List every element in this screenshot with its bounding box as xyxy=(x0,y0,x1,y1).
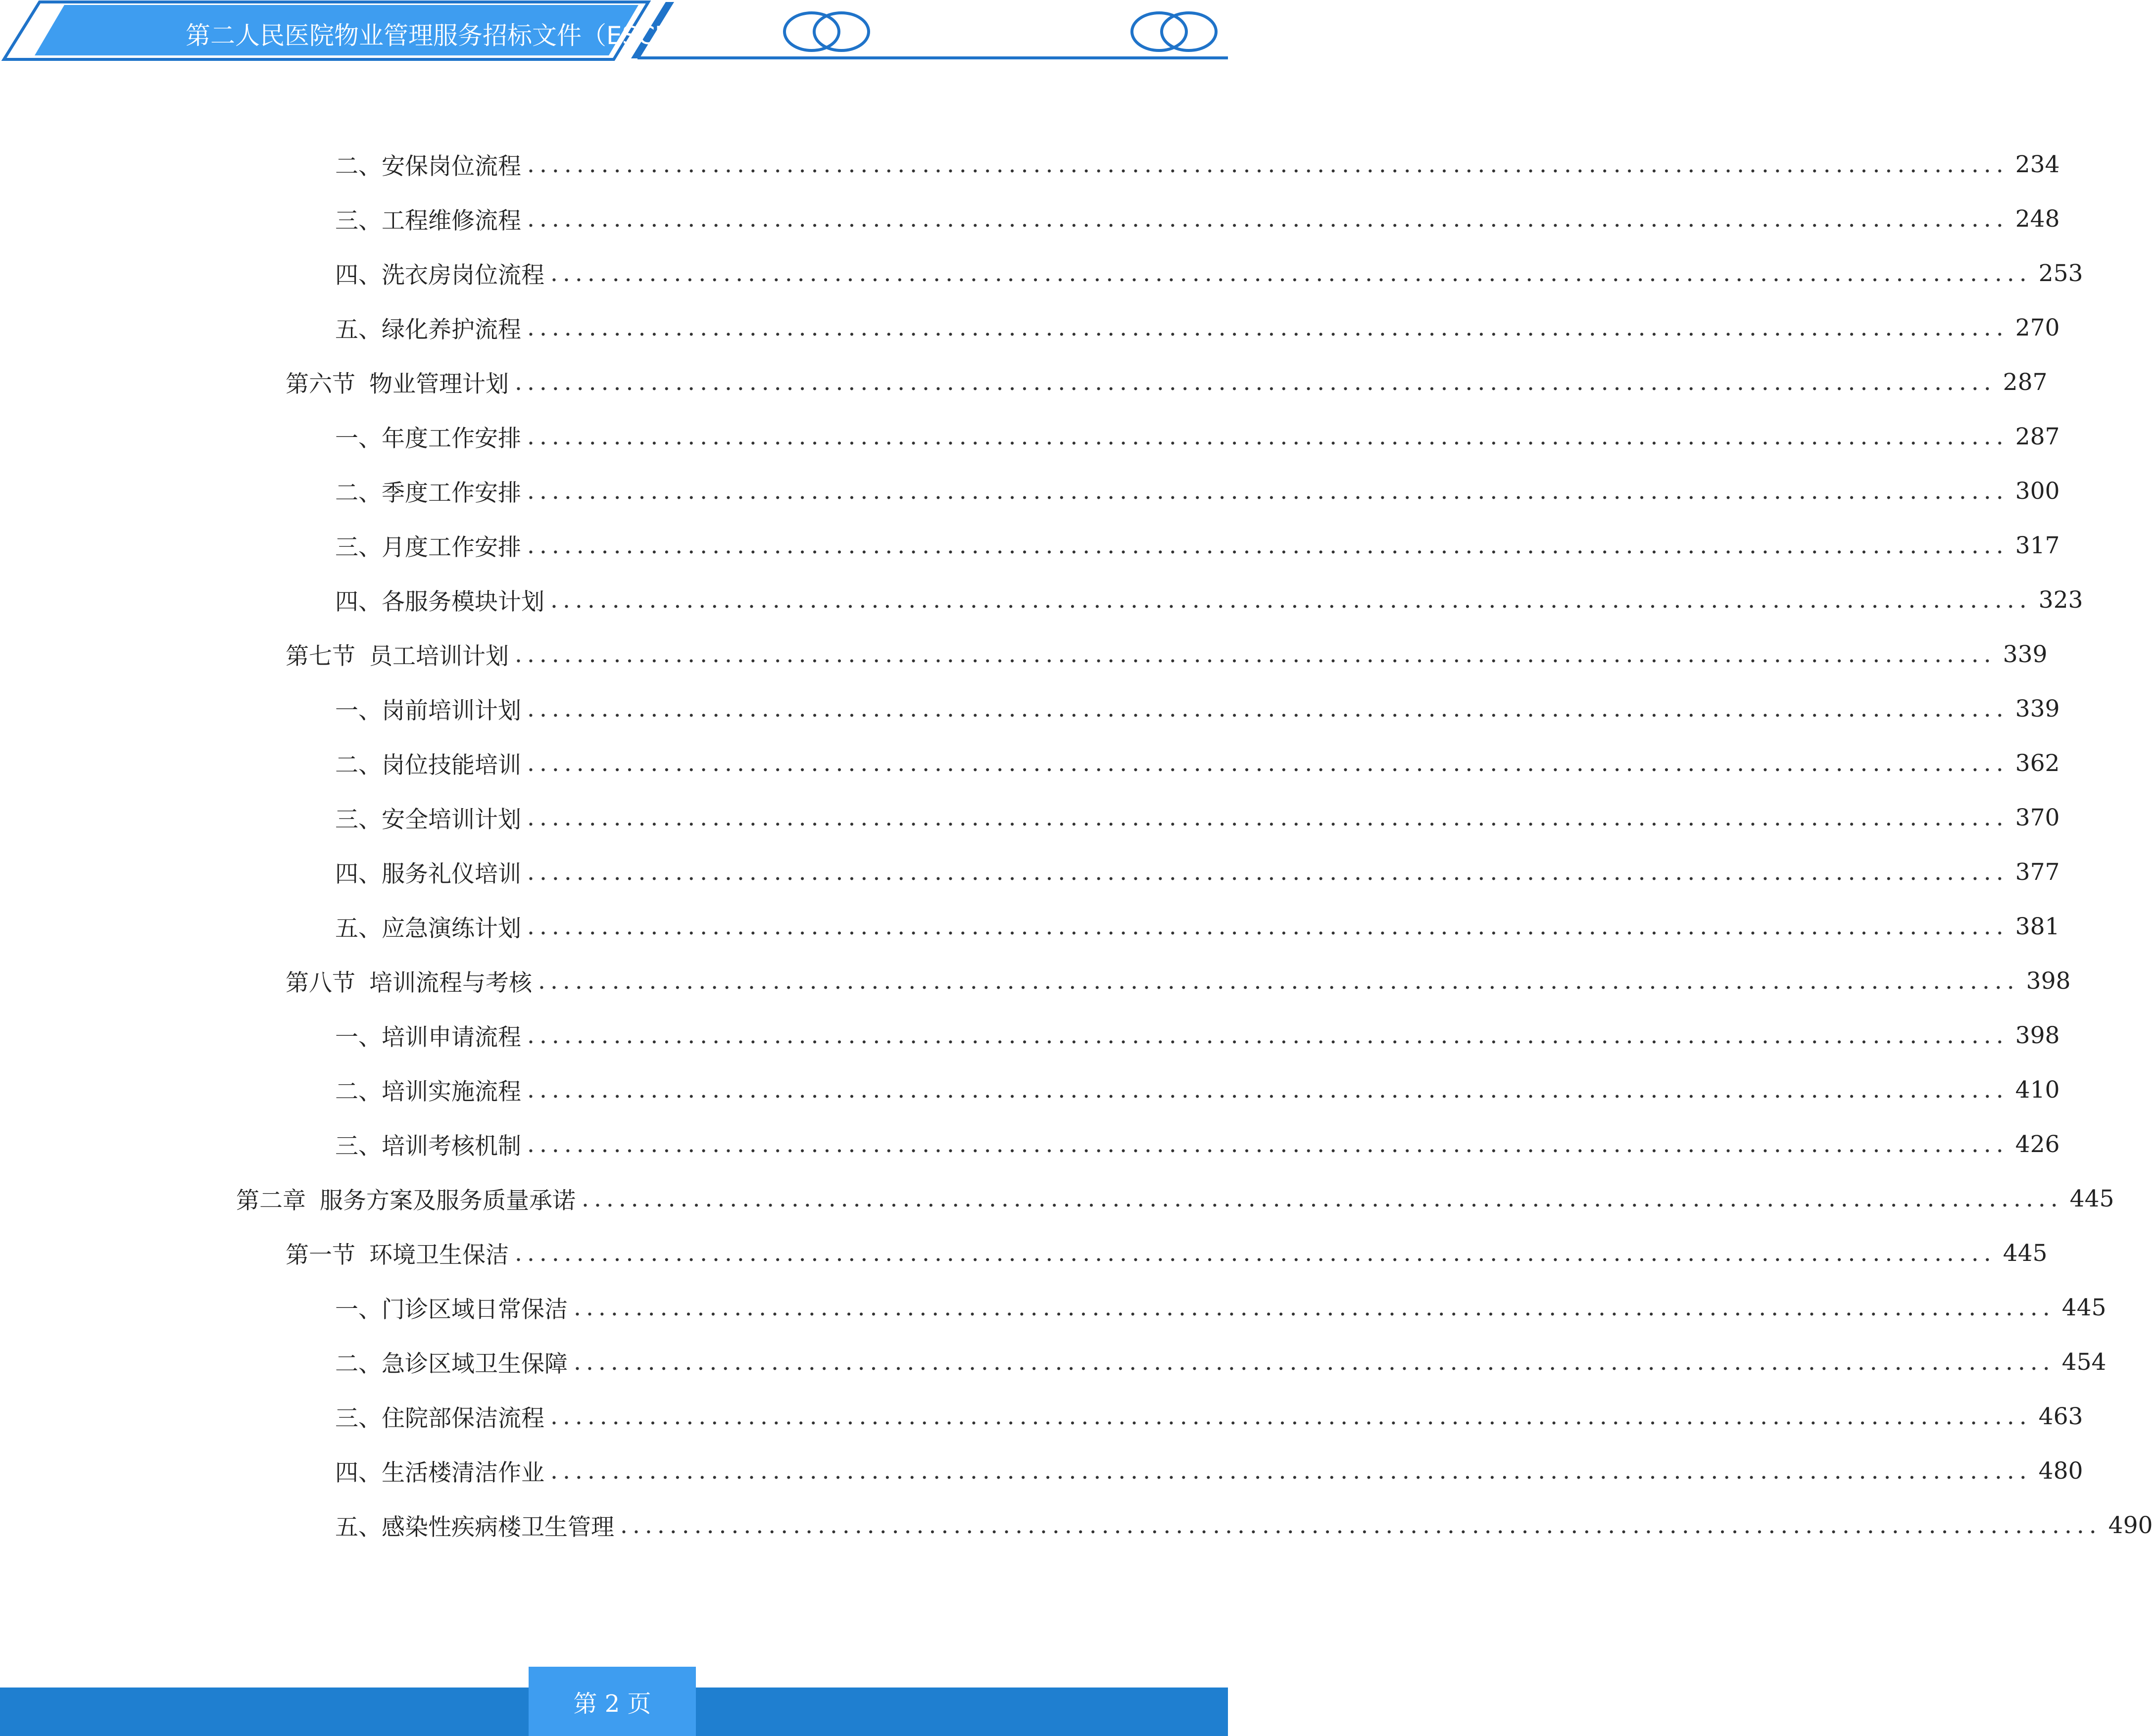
toc-dot-leader: ........................................................................................................................ xyxy=(515,1239,1996,1267)
toc-entry[interactable] xyxy=(335,1290,2106,1325)
toc-dot-leader: ........................................................................................................................ xyxy=(527,531,2008,559)
toc-entry-title: 环境卫生保洁 xyxy=(369,1241,509,1269)
toc-entry-number: 第八节 xyxy=(286,969,355,997)
toc-entry-page: 248 xyxy=(2015,205,2060,233)
page-number: 第 2 页 xyxy=(529,1667,696,1736)
toc-entry-page: 410 xyxy=(2015,1076,2060,1104)
toc-dot-leader: ........................................................................................................................ xyxy=(515,640,1996,668)
toc-dot-leader: ........................................................................................................................ xyxy=(515,368,1996,396)
toc-dot-leader: ........................................................................................................................ xyxy=(550,586,2032,614)
toc-entry-title: 培训申请流程 xyxy=(382,1023,521,1051)
toc-entry-title: 门诊区域日常保洁 xyxy=(382,1296,568,1323)
toc-entry-page: 454 xyxy=(2061,1348,2106,1376)
toc-dot-leader: ........................................................................................................................ xyxy=(527,749,2008,777)
toc-entry-title: 员工培训计划 xyxy=(369,642,509,670)
toc-entry-page: 381 xyxy=(2015,913,2060,940)
toc-entry[interactable] xyxy=(335,691,2060,726)
toc-entry[interactable] xyxy=(335,854,2060,890)
toc-entry-page: 287 xyxy=(2003,368,2048,396)
toc-entry-number: 一、 xyxy=(335,697,382,724)
toc-entry-page: 317 xyxy=(2015,531,2060,559)
toc-entry[interactable] xyxy=(236,1181,2114,1216)
toc-entry-number: 一、 xyxy=(335,1296,382,1323)
toc-entry-number: 第二章 xyxy=(236,1187,306,1214)
toc-entry-page: 323 xyxy=(2038,586,2083,614)
toc-entry-title: 安保岗位流程 xyxy=(382,152,521,180)
toc-entry-number: 三、 xyxy=(335,1132,382,1160)
toc-dot-leader: ........................................................................................................................ xyxy=(527,150,2008,178)
toc-entry-title: 培训实施流程 xyxy=(382,1078,521,1106)
toc-entry-page: 287 xyxy=(2015,423,2060,450)
toc-entry-number: 一、 xyxy=(335,425,382,452)
toc-entry-page: 362 xyxy=(2015,749,2060,777)
toc-entry-title: 季度工作安排 xyxy=(382,479,521,507)
toc-entry-number: 五、 xyxy=(335,915,382,942)
toc-dot-leader: ........................................................................................................................ xyxy=(527,804,2008,831)
toc-entry-page: 339 xyxy=(2015,695,2060,723)
toc-entry-page: 445 xyxy=(2061,1294,2106,1321)
toc-entry-page: 426 xyxy=(2015,1130,2060,1158)
toc-entry-page: 398 xyxy=(2026,967,2071,995)
toc-entry[interactable] xyxy=(335,745,2060,781)
toc-entry-title: 年度工作安排 xyxy=(382,425,521,452)
toc-entry[interactable] xyxy=(335,1126,2060,1162)
toc-dot-leader: ........................................................................................................................ xyxy=(574,1294,2055,1321)
toc-entry[interactable] xyxy=(286,1235,2048,1271)
toc-entry-number: 二、 xyxy=(335,1350,382,1378)
toc-entry-page: 490 xyxy=(2108,1511,2153,1539)
toc-entry-number: 第一节 xyxy=(286,1241,355,1269)
toc-entry[interactable] xyxy=(335,1398,2083,1434)
toc-entry-title: 住院部保洁流程 xyxy=(382,1404,544,1432)
toc-entry-title: 急诊区域卫生保障 xyxy=(382,1350,568,1378)
toc-entry-title: 安全培训计划 xyxy=(382,806,521,833)
toc-entry-page: 445 xyxy=(2003,1239,2048,1267)
toc-entry-page: 377 xyxy=(2015,858,2060,886)
toc-entry-page: 270 xyxy=(2015,314,2060,341)
toc-entry[interactable] xyxy=(335,310,2060,345)
toc-entry[interactable] xyxy=(335,1453,2083,1489)
toc-entry-title: 服务礼仪培训 xyxy=(382,860,521,888)
toc-entry-number: 五、 xyxy=(335,316,382,343)
toc-entry-page: 445 xyxy=(2069,1185,2114,1212)
toc-entry-number: 三、 xyxy=(335,207,382,235)
toc-entry[interactable] xyxy=(335,473,2060,509)
toc-entry[interactable] xyxy=(335,1507,2153,1543)
toc-entry-title: 岗前培训计划 xyxy=(382,697,521,724)
toc-dot-leader: ........................................................................................................................ xyxy=(550,1457,2032,1485)
toc-entry-number: 五、 xyxy=(335,1513,382,1541)
toc-entry[interactable] xyxy=(335,582,2083,618)
toc-entry-number: 二、 xyxy=(335,1078,382,1106)
toc-entry-number: 一、 xyxy=(335,1023,382,1051)
toc-dot-leader: ........................................................................................................................ xyxy=(527,695,2008,723)
page-header xyxy=(0,0,1228,64)
toc-entry[interactable] xyxy=(335,1072,2060,1108)
toc-entry[interactable] xyxy=(335,528,2060,563)
toc-dot-leader: ........................................................................................................................ xyxy=(550,1402,2032,1430)
toc-entry[interactable] xyxy=(335,419,2060,454)
toc-entry-title: 培训流程与考核 xyxy=(369,969,532,997)
toc-dot-leader: ........................................................................................................................ xyxy=(527,423,2008,450)
toc-entry-title: 服务方案及服务质量承诺 xyxy=(320,1187,576,1214)
toc-entry-title: 培训考核机制 xyxy=(382,1132,521,1160)
toc-entry[interactable] xyxy=(335,909,2060,944)
header-title: 第二人民医院物业管理服务招标文件（ESCU xyxy=(186,21,673,50)
logo-rings-middle xyxy=(784,13,869,50)
toc-entry-title: 岗位技能培训 xyxy=(382,751,521,779)
toc-entry-title: 生活楼清洁作业 xyxy=(382,1459,544,1487)
toc-entry-page: 463 xyxy=(2038,1402,2083,1430)
toc-entry[interactable] xyxy=(335,201,2060,237)
toc-entry-number: 第七节 xyxy=(286,642,355,670)
toc-entry-title: 工程维修流程 xyxy=(382,207,521,235)
toc-dot-leader: ........................................................................................................................ xyxy=(574,1348,2055,1376)
toc-entry-title: 物业管理计划 xyxy=(369,370,509,398)
toc-entry-title: 感染性疾病楼卫生管理 xyxy=(382,1513,614,1541)
toc-entry[interactable] xyxy=(286,364,2048,400)
toc-entry-number: 四、 xyxy=(335,860,382,888)
toc-dot-leader: ........................................................................................................................ xyxy=(527,858,2008,886)
toc-entry-page: 398 xyxy=(2015,1021,2060,1049)
toc-dot-leader: ........................................................................................................................ xyxy=(527,477,2008,505)
toc-entry[interactable] xyxy=(286,963,2071,999)
toc-entry-title: 月度工作安排 xyxy=(382,533,521,561)
toc-dot-leader: ........................................................................................................................ xyxy=(527,1130,2008,1158)
toc-entry-number: 二、 xyxy=(335,479,382,507)
toc-dot-leader: ........................................................................................................................ xyxy=(582,1185,2063,1212)
toc-dot-leader: ........................................................................................................................ xyxy=(527,314,2008,341)
toc-entry-number: 三、 xyxy=(335,533,382,561)
toc-entry-page: 339 xyxy=(2003,640,2048,668)
logo-rings-right xyxy=(1132,13,1216,50)
toc-entry-number: 三、 xyxy=(335,1404,382,1432)
toc-entry[interactable] xyxy=(335,255,2083,291)
toc-entry[interactable] xyxy=(286,636,2048,672)
toc-dot-leader: ........................................................................................................................ xyxy=(538,967,2019,995)
toc-entry-number: 四、 xyxy=(335,588,382,616)
toc-entry-title: 绿化养护流程 xyxy=(382,316,521,343)
toc-entry-page: 480 xyxy=(2038,1457,2083,1485)
toc-entry-title: 洗衣房岗位流程 xyxy=(382,261,544,289)
toc-entry-number: 二、 xyxy=(335,152,382,180)
toc-dot-leader: ........................................................................................................................ xyxy=(527,913,2008,940)
toc-entry-number: 三、 xyxy=(335,806,382,833)
toc-dot-leader: ........................................................................................................................ xyxy=(527,205,2008,233)
toc-entry-page: 300 xyxy=(2015,477,2060,505)
toc-entry[interactable] xyxy=(335,1017,2060,1053)
toc-entry-page: 234 xyxy=(2015,150,2060,178)
toc-dot-leader: ........................................................................................................................ xyxy=(527,1021,2008,1049)
toc-entry-number: 四、 xyxy=(335,1459,382,1487)
toc-dot-leader: ........................................................................................................................ xyxy=(550,259,2032,287)
toc-entry-number: 四、 xyxy=(335,261,382,289)
toc-entry[interactable] xyxy=(335,1344,2106,1380)
toc-entry-title: 应急演练计划 xyxy=(382,915,521,942)
toc-entry-page: 253 xyxy=(2038,259,2083,287)
toc-entry[interactable] xyxy=(335,800,2060,835)
toc-entry[interactable] xyxy=(335,146,2060,182)
toc-entry-title: 各服务模块计划 xyxy=(382,588,544,616)
toc-entry-page: 370 xyxy=(2015,804,2060,831)
toc-entry-number: 第六节 xyxy=(286,370,355,398)
toc-entry-number: 二、 xyxy=(335,751,382,779)
toc-dot-leader: ........................................................................................................................ xyxy=(620,1511,2102,1539)
toc-dot-leader: ........................................................................................................................ xyxy=(527,1076,2008,1104)
